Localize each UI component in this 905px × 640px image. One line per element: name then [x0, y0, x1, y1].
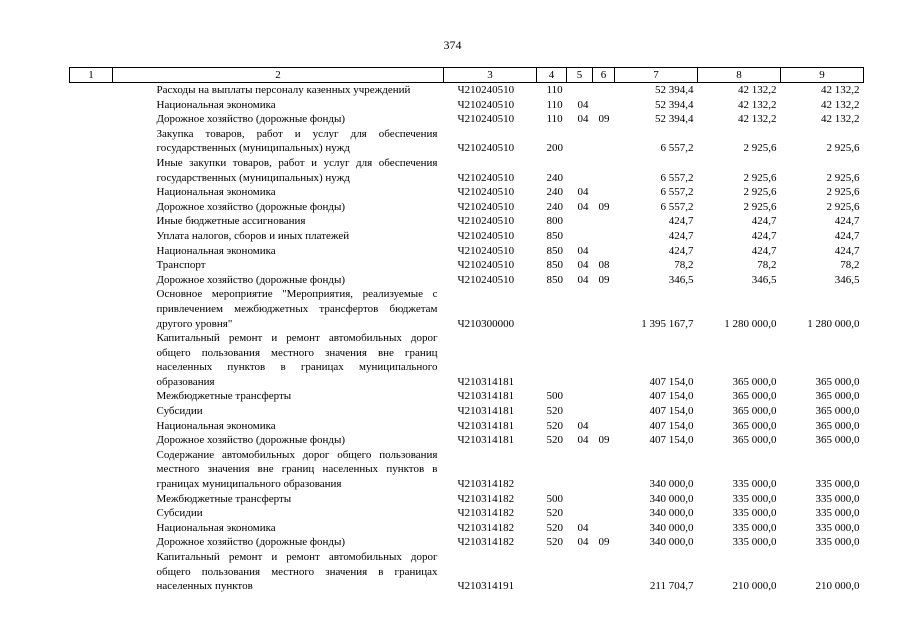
cell-code: Ч210314182 — [457, 478, 515, 491]
table-row — [70, 535, 864, 550]
cell-empty — [70, 83, 113, 98]
cell-section — [567, 404, 593, 419]
cell-amount-2: 365 000,0 — [732, 434, 777, 447]
table-row — [70, 433, 864, 448]
cell-name: Дорожное хозяйство (дорожные фонды) — [156, 200, 346, 213]
cell-empty — [70, 433, 113, 448]
cell-subsection: 09 — [598, 536, 610, 549]
cell-amount-1: 340 000,0 — [649, 478, 694, 491]
table-row — [70, 83, 864, 98]
table-row — [70, 258, 864, 273]
cell-section — [567, 214, 593, 229]
cell-section: 04 — [577, 200, 589, 213]
table-row — [70, 98, 864, 113]
cell-amount-3: 335 000,0 — [815, 492, 860, 505]
cell-section — [567, 448, 593, 492]
table-row — [70, 112, 864, 127]
column-header: 8 — [698, 68, 781, 83]
cell-amount-1: 6 557,2 — [660, 171, 694, 184]
cell-amount-3: 42 132,2 — [821, 98, 860, 111]
cell-amount-3: 335 000,0 — [815, 536, 860, 549]
cell-code: Ч210240510 — [457, 186, 515, 199]
cell-name: Национальная экономика — [156, 521, 276, 534]
cell-expense-type: 110 — [546, 98, 563, 111]
cell-name: Закупка товаров, работ и услуг для обеспечения государственных (муниципальных) нужд — [156, 127, 438, 155]
cell-expense-type: 520 — [546, 405, 563, 418]
cell-expense-type: 240 — [546, 200, 563, 213]
column-header: 2 — [113, 68, 444, 83]
cell-expense-type: 520 — [546, 521, 563, 534]
cell-amount-2: 42 132,2 — [738, 113, 777, 126]
cell-expense-type: 850 — [546, 244, 563, 257]
cell-subsection — [593, 521, 615, 536]
cell-amount-3: 335 000,0 — [815, 507, 860, 520]
cell-empty — [70, 244, 113, 259]
cell-code: Ч210314181 — [457, 419, 515, 432]
table-row — [70, 244, 864, 259]
cell-amount-3: 42 132,2 — [821, 113, 860, 126]
cell-empty — [70, 258, 113, 273]
cell-empty — [70, 331, 113, 389]
table-row — [70, 156, 864, 185]
column-header: 4 — [537, 68, 567, 83]
cell-empty — [70, 214, 113, 229]
cell-amount-3: 2 925,6 — [826, 200, 860, 213]
cell-amount-3: 365 000,0 — [815, 390, 860, 403]
cell-code: Ч210240510 — [457, 259, 515, 272]
cell-amount-1: 340 000,0 — [649, 507, 694, 520]
cell-amount-3: 365 000,0 — [815, 434, 860, 447]
cell-expense-type: 520 — [546, 434, 563, 447]
table-row — [70, 448, 864, 492]
cell-subsection — [593, 448, 615, 492]
page-number: 374 — [443, 38, 462, 52]
cell-amount-3: 424,7 — [834, 229, 860, 242]
cell-name: Содержание автомобильных дорог общего пользования местного значения вне границ населенных пунктов в границах муниципального образования — [156, 448, 438, 491]
cell-empty — [70, 506, 113, 521]
table-row — [70, 419, 864, 434]
cell-amount-3: 42 132,2 — [821, 84, 860, 96]
cell-section — [567, 287, 593, 331]
cell-empty — [70, 535, 113, 550]
cell-subsection — [593, 127, 615, 156]
cell-amount-2: 424,7 — [751, 229, 777, 242]
cell-amount-2: 335 000,0 — [732, 521, 777, 534]
cell-amount-3: 2 925,6 — [826, 142, 860, 155]
cell-section — [567, 127, 593, 156]
cell-code: Ч210300000 — [457, 317, 515, 330]
cell-amount-1: 340 000,0 — [649, 492, 694, 505]
cell-amount-2: 42 132,2 — [738, 84, 777, 96]
cell-name: Капитальный ремонт и ремонт автомобильных дорог общего пользования местного значения в границах населенных пунктов — [156, 551, 438, 593]
cell-amount-3: 365 000,0 — [815, 405, 860, 418]
cell-expense-type: 800 — [546, 215, 563, 228]
cell-code: Ч210240510 — [457, 171, 515, 184]
cell-amount-2: 365 000,0 — [732, 390, 777, 403]
cell-empty — [70, 112, 113, 127]
cell-subsection — [593, 550, 615, 594]
cell-section: 04 — [577, 521, 589, 534]
cell-empty — [70, 550, 113, 594]
table-row — [70, 214, 864, 229]
cell-amount-2: 335 000,0 — [732, 478, 777, 491]
cell-empty — [70, 273, 113, 288]
cell-code: Ч210314182 — [457, 536, 515, 549]
cell-amount-2: 335 000,0 — [732, 492, 777, 505]
cell-name: Дорожное хозяйство (дорожные фонды) — [156, 273, 346, 286]
cell-code: Ч210314191 — [457, 580, 515, 593]
cell-amount-2: 2 925,6 — [743, 171, 777, 184]
cell-expense-type — [537, 331, 567, 389]
cell-code: Ч210240510 — [457, 229, 515, 242]
cell-section: 04 — [577, 434, 589, 447]
cell-subsection: 09 — [598, 200, 610, 213]
cell-name: Межбюджетные трансферты — [156, 492, 292, 505]
cell-section — [567, 492, 593, 507]
cell-subsection — [593, 83, 615, 98]
cell-subsection — [593, 244, 615, 259]
cell-amount-2: 1 280 000,0 — [724, 317, 777, 330]
cell-empty — [70, 404, 113, 419]
cell-amount-2: 424,7 — [751, 244, 777, 257]
cell-expense-type: 520 — [546, 536, 563, 549]
cell-name: Уплата налогов, сборов и иных платежей — [156, 229, 350, 242]
cell-amount-1: 407 154,0 — [649, 434, 694, 447]
cell-amount-3: 2 925,6 — [826, 186, 860, 199]
cell-section: 04 — [577, 113, 589, 126]
cell-amount-1: 52 394,4 — [655, 84, 694, 96]
cell-expense-type: 240 — [546, 186, 563, 199]
cell-section — [567, 550, 593, 594]
cell-name: Дорожное хозяйство (дорожные фонды) — [156, 113, 346, 126]
cell-amount-2: 335 000,0 — [732, 536, 777, 549]
cell-code: Ч210314181 — [457, 390, 515, 403]
cell-name: Дорожное хозяйство (дорожные фонды) — [156, 536, 346, 549]
cell-amount-1: 424,7 — [668, 229, 694, 242]
cell-expense-type — [537, 448, 567, 492]
cell-amount-3: 335 000,0 — [815, 521, 860, 534]
cell-amount-3: 2 925,6 — [826, 171, 860, 184]
cell-subsection — [593, 419, 615, 434]
cell-expense-type: 520 — [546, 419, 563, 432]
cell-amount-1: 407 154,0 — [649, 375, 694, 388]
cell-section: 04 — [577, 536, 589, 549]
cell-empty — [70, 185, 113, 200]
cell-amount-1: 52 394,4 — [655, 98, 694, 111]
cell-subsection: 09 — [598, 434, 610, 447]
cell-amount-2: 2 925,6 — [743, 200, 777, 213]
table-row — [70, 200, 864, 215]
cell-code: Ч210240510 — [457, 84, 515, 96]
cell-subsection: 09 — [598, 113, 610, 126]
cell-name: Расходы на выплаты персоналу казенных учреждений — [156, 84, 411, 96]
cell-section — [567, 331, 593, 389]
cell-code: Ч210240510 — [457, 215, 515, 228]
cell-section: 04 — [577, 98, 589, 111]
cell-code: Ч210314182 — [457, 507, 515, 520]
cell-subsection: 09 — [598, 273, 610, 286]
cell-amount-3: 78,2 — [840, 259, 860, 272]
cell-code: Ч210314182 — [457, 492, 515, 505]
cell-name: Транспорт — [156, 259, 206, 272]
cell-amount-2: 424,7 — [751, 215, 777, 228]
table-row — [70, 273, 864, 288]
cell-code: Ч210240510 — [457, 244, 515, 257]
cell-amount-1: 6 557,2 — [660, 200, 694, 213]
cell-code: Ч210240510 — [457, 200, 515, 213]
cell-subsection — [593, 506, 615, 521]
cell-empty — [70, 448, 113, 492]
cell-amount-1: 52 394,4 — [655, 113, 694, 126]
column-header: 1 — [70, 68, 113, 83]
cell-empty — [70, 389, 113, 404]
table-row — [70, 389, 864, 404]
cell-expense-type — [537, 287, 567, 331]
cell-name: Национальная экономика — [156, 244, 276, 257]
cell-subsection — [593, 214, 615, 229]
cell-empty — [70, 521, 113, 536]
cell-amount-1: 424,7 — [668, 244, 694, 257]
cell-empty — [70, 156, 113, 185]
table-row — [70, 506, 864, 521]
cell-expense-type: 520 — [546, 507, 563, 520]
cell-name: Иные закупки товаров, работ и услуг для обеспечения государственных (муниципальных) нужд — [156, 156, 438, 184]
cell-subsection — [593, 185, 615, 200]
cell-expense-type: 240 — [546, 171, 563, 184]
cell-name: Национальная экономика — [156, 98, 276, 111]
cell-amount-2: 42 132,2 — [738, 98, 777, 111]
column-header-row — [70, 68, 864, 83]
cell-expense-type: 850 — [546, 229, 563, 242]
column-header: 7 — [615, 68, 698, 83]
cell-subsection — [593, 331, 615, 389]
cell-subsection — [593, 229, 615, 244]
cell-section — [567, 229, 593, 244]
cell-section — [567, 156, 593, 185]
cell-subsection: 08 — [598, 259, 610, 272]
cell-subsection — [593, 98, 615, 113]
cell-expense-type: 500 — [546, 390, 563, 403]
cell-code: Ч210314181 — [457, 434, 515, 447]
cell-code: Ч210240510 — [457, 273, 515, 286]
cell-code: Ч210240510 — [457, 98, 515, 111]
column-header: 9 — [781, 68, 864, 83]
cell-amount-1: 407 154,0 — [649, 419, 694, 432]
column-header: 5 — [567, 68, 593, 83]
cell-name: Дорожное хозяйство (дорожные фонды) — [156, 434, 346, 447]
cell-amount-3: 1 280 000,0 — [807, 317, 860, 330]
table-row — [70, 492, 864, 507]
cell-section: 04 — [577, 186, 589, 199]
cell-name: Национальная экономика — [156, 419, 276, 432]
cell-amount-1: 407 154,0 — [649, 405, 694, 418]
cell-amount-1: 6 557,2 — [660, 142, 694, 155]
cell-amount-2: 2 925,6 — [743, 142, 777, 155]
cell-amount-3: 365 000,0 — [815, 375, 860, 388]
cell-subsection — [593, 287, 615, 331]
column-header: 6 — [593, 68, 615, 83]
cell-amount-1: 6 557,2 — [660, 186, 694, 199]
cell-amount-2: 346,5 — [751, 273, 777, 286]
cell-name: Капитальный ремонт и ремонт автомобильных дорог общего пользования местного значения вне границ населенных пунктов в границах муниципального образования — [156, 332, 438, 388]
cell-section: 04 — [577, 419, 589, 432]
cell-subsection — [593, 492, 615, 507]
cell-amount-1: 340 000,0 — [649, 521, 694, 534]
table-row — [70, 127, 864, 156]
cell-empty — [70, 200, 113, 215]
cell-expense-type: 850 — [546, 259, 563, 272]
cell-name: Иные бюджетные ассигнования — [156, 215, 306, 228]
cell-section: 04 — [577, 244, 589, 257]
cell-amount-2: 365 000,0 — [732, 419, 777, 432]
table-row — [70, 404, 864, 419]
cell-empty — [70, 492, 113, 507]
cell-amount-2: 78,2 — [757, 259, 777, 272]
table-row — [70, 521, 864, 536]
cell-code: Ч210314182 — [457, 521, 515, 534]
table-row — [70, 185, 864, 200]
cell-amount-1: 78,2 — [674, 259, 694, 272]
cell-subsection — [593, 156, 615, 185]
cell-amount-3: 335 000,0 — [815, 478, 860, 491]
cell-expense-type: 500 — [546, 492, 563, 505]
cell-amount-1: 346,5 — [668, 273, 694, 286]
cell-amount-2: 365 000,0 — [732, 405, 777, 418]
cell-code: Ч210314181 — [457, 405, 515, 418]
cell-amount-3: 424,7 — [834, 244, 860, 257]
cell-code: Ч210314181 — [457, 375, 515, 388]
cell-expense-type: 850 — [546, 273, 563, 286]
cell-code: Ч210240510 — [457, 142, 515, 155]
cell-amount-1: 1 395 167,7 — [641, 317, 694, 330]
cell-amount-2: 335 000,0 — [732, 507, 777, 520]
column-header: 3 — [444, 68, 537, 83]
cell-expense-type: 200 — [546, 142, 563, 155]
cell-code: Ч210240510 — [457, 113, 515, 126]
cell-empty — [70, 127, 113, 156]
cell-amount-1: 211 704,7 — [649, 580, 694, 593]
cell-amount-3: 210 000,0 — [815, 580, 860, 593]
cell-name: Субсидии — [156, 507, 203, 520]
table-body — [70, 83, 864, 594]
cell-section: 04 — [577, 259, 589, 272]
cell-amount-1: 407 154,0 — [649, 390, 694, 403]
cell-amount-2: 365 000,0 — [732, 375, 777, 388]
cell-subsection — [593, 404, 615, 419]
cell-amount-2: 2 925,6 — [743, 186, 777, 199]
cell-empty — [70, 419, 113, 434]
cell-expense-type — [537, 550, 567, 594]
cell-name: Межбюджетные трансферты — [156, 390, 292, 403]
cell-empty — [70, 98, 113, 113]
cell-empty — [70, 229, 113, 244]
cell-section — [567, 389, 593, 404]
cell-amount-3: 365 000,0 — [815, 419, 860, 432]
table-row — [70, 287, 864, 331]
cell-subsection — [593, 389, 615, 404]
table-row — [70, 550, 864, 594]
cell-name: Основное мероприятие "Мероприятия, реализуемые с привлечением межбюджетных трансфертов бюджетам другого уровня" — [156, 288, 438, 330]
table-row — [70, 229, 864, 244]
table-row — [70, 331, 864, 389]
cell-amount-3: 424,7 — [834, 215, 860, 228]
cell-amount-1: 424,7 — [668, 215, 694, 228]
budget-table — [69, 67, 864, 594]
cell-section: 04 — [577, 273, 589, 286]
cell-expense-type: 110 — [546, 113, 563, 126]
cell-empty — [70, 287, 113, 331]
cell-amount-1: 340 000,0 — [649, 536, 694, 549]
cell-name: Национальная экономика — [156, 186, 276, 199]
cell-name: Субсидии — [156, 405, 203, 418]
cell-expense-type: 110 — [546, 84, 563, 96]
cell-amount-2: 210 000,0 — [732, 580, 777, 593]
cell-amount-3: 346,5 — [834, 273, 860, 286]
cell-section — [567, 83, 593, 98]
cell-section — [567, 506, 593, 521]
